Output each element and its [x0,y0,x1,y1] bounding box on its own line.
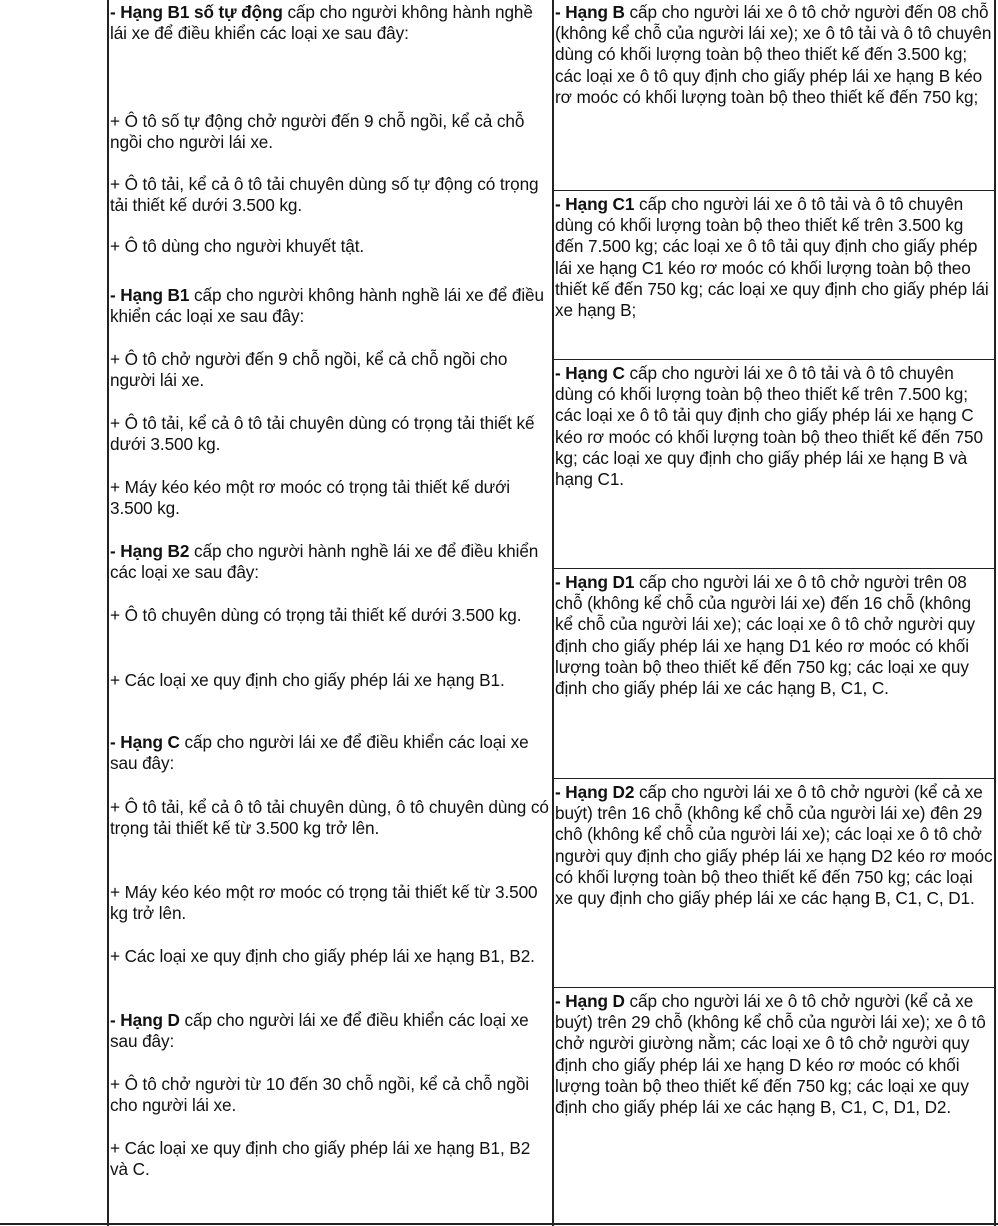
right-para-5: - Hạng D cấp cho người lái xe ô tô chở người (kể cả xe buýt) trên 29 chỗ (không kể chỗ của người lái xe); xe ô tô chở người giường nằm; các loại xe ô tô chở người quy định cho giấy phép lái xe hạng D kéo rơ moóc có khối lượng toàn bộ theo thiết kế đến 750 kg; các loại xe quy định cho giấy phép lái xe các hạng B, C1, C, D1, D2. [555,991,986,1118]
left-para-10: + Các loại xe quy định cho giấy phép lái xe hạng B1. [110,670,505,690]
left-para-4: - Hạng B1 cấp cho người không hành nghề lái xe để điều khiển các loại xe sau đây: [110,285,544,327]
left-para-1: + Ô tô số tự động chở người đến 9 chỗ ngồi, kể cả chỗ ngồi cho người lái xe. [110,111,525,153]
table-border-middle [552,0,554,1226]
right-row-separator [552,190,996,191]
right-para-1: - Hạng C1 cấp cho người lái xe ô tô tải và ô tô chuyên dùng có khối lượng toàn bộ theo thiết kế trên 3.500 kg đến 7.500 kg; các loại xe ô tô tải quy định cho giấy phép lái xe hạng C1 kéo rơ moóc có khối lượng toàn bộ theo thiết kế đến 750 kg; các loại xe quy định cho giấy phép lái xe hạng B; [555,194,989,321]
right-row-separator [552,778,996,779]
left-para-11: - Hạng C cấp cho người lái xe để điều khiển các loại xe sau đây: [110,732,529,774]
left-para-15: - Hạng D cấp cho người lái xe để điều khiển các loại xe sau đây: [110,1010,529,1052]
left-para-9: + Ô tô chuyên dùng có trọng tải thiết kế dưới 3.500 kg. [110,605,522,625]
left-para-6: + Ô tô tải, kể cả ô tô tải chuyên dùng có trọng tải thiết kế dưới 3.500 kg. [110,413,535,455]
right-para-4: - Hạng D2 cấp cho người lái xe ô tô chở người (kể cả xe buýt) trên 16 chỗ (không kể chỗ của người lái xe) đên 29 chô (không kể chỗ của người lái xe); các loại xe ô tô chở người quy định cho giấy phép lái xe hạng D2 kéo rơ moóc có khối lượng toàn bộ theo thiết kế đến 750 kg; các loại xe quy định cho giấy phép lái xe các hạng B, C1, C, D1. [555,782,993,909]
left-para-17: + Các loại xe quy định cho giấy phép lái xe hạng B1, B2 và C. [110,1138,531,1180]
left-para-12: + Ô tô tải, kể cả ô tô tải chuyên dùng, ô tô chuyên dùng có trọng tải thiết kế từ 3.500 kg trở lên. [110,797,549,839]
left-para-5: + Ô tô chở người đến 9 chỗ ngồi, kể cả chỗ ngồi cho người lái xe. [110,349,508,391]
right-row-separator [552,359,996,360]
left-para-0: - Hạng B1 số tự động cấp cho người không hành nghề lái xe để điều khiển các loại xe sau đây: [110,2,533,44]
left-para-13: + Máy kéo kéo một rơ moóc có trọng tải thiết kế từ 3.500 kg trở lên. [110,882,538,924]
right-para-0: - Hạng B cấp cho người lái xe ô tô chở người đến 08 chỗ (không kể chỗ của người lái xe); xe ô tô tải và ô tô chuyên dùng có khối lượng toàn bộ theo thiết kế đến 3.500 kg; các loại xe ô tô quy định cho giấy phép lái xe hạng B kéo rơ moóc có khối lượng toàn bộ theo thiết kế đến 750 kg; [555,2,992,107]
table-border-bottom [0,1223,998,1225]
table-border-left [107,0,109,1226]
left-para-14: + Các loại xe quy định cho giấy phép lái xe hạng B1, B2. [110,946,535,966]
left-para-3: + Ô tô dùng cho người khuyết tật. [110,236,365,256]
right-row-separator [552,568,996,569]
left-para-2: + Ô tô tải, kể cả ô tô tải chuyên dùng số tự động có trọng tải thiết kế dưới 3.500 kg. [110,174,539,216]
left-para-16: + Ô tô chở người từ 10 đến 30 chỗ ngồi, kể cả chỗ ngồi cho người lái xe. [110,1074,530,1116]
right-row-separator [552,987,996,988]
table-border-right [994,0,996,1226]
right-para-2: - Hạng C cấp cho người lái xe ô tô tải và ô tô chuyên dùng có khối lượng toàn bộ theo thiết kế trên 7.500 kg; các loại xe ô tô tải quy định cho giấy phép lái xe hạng C kéo rơ moóc có khối lượng toàn bộ theo thiết kế đến 750 kg; các loại xe quy định cho giấy phép lái xe hạng B và hạng C1. [555,363,983,490]
left-para-8: - Hạng B2 cấp cho người hành nghề lái xe để điều khiển các loại xe sau đây: [110,541,539,583]
right-para-3: - Hạng D1 cấp cho người lái xe ô tô chở người trên 08 chỗ (không kể chỗ của người lái xe) đến 16 chỗ (không kể chỗ của người lái xe); các loại xe ô tô chở người quy định cho giấy phép lái xe hạng D1 kéo rơ moóc có khối lượng toàn bộ theo thiết kế đến 750 kg; các loại xe quy định cho giấy phép lái xe các hạng B, C1, C. [555,572,976,699]
left-para-7: + Máy kéo kéo một rơ moóc có trọng tải thiết kế dưới 3.500 kg. [110,477,510,519]
